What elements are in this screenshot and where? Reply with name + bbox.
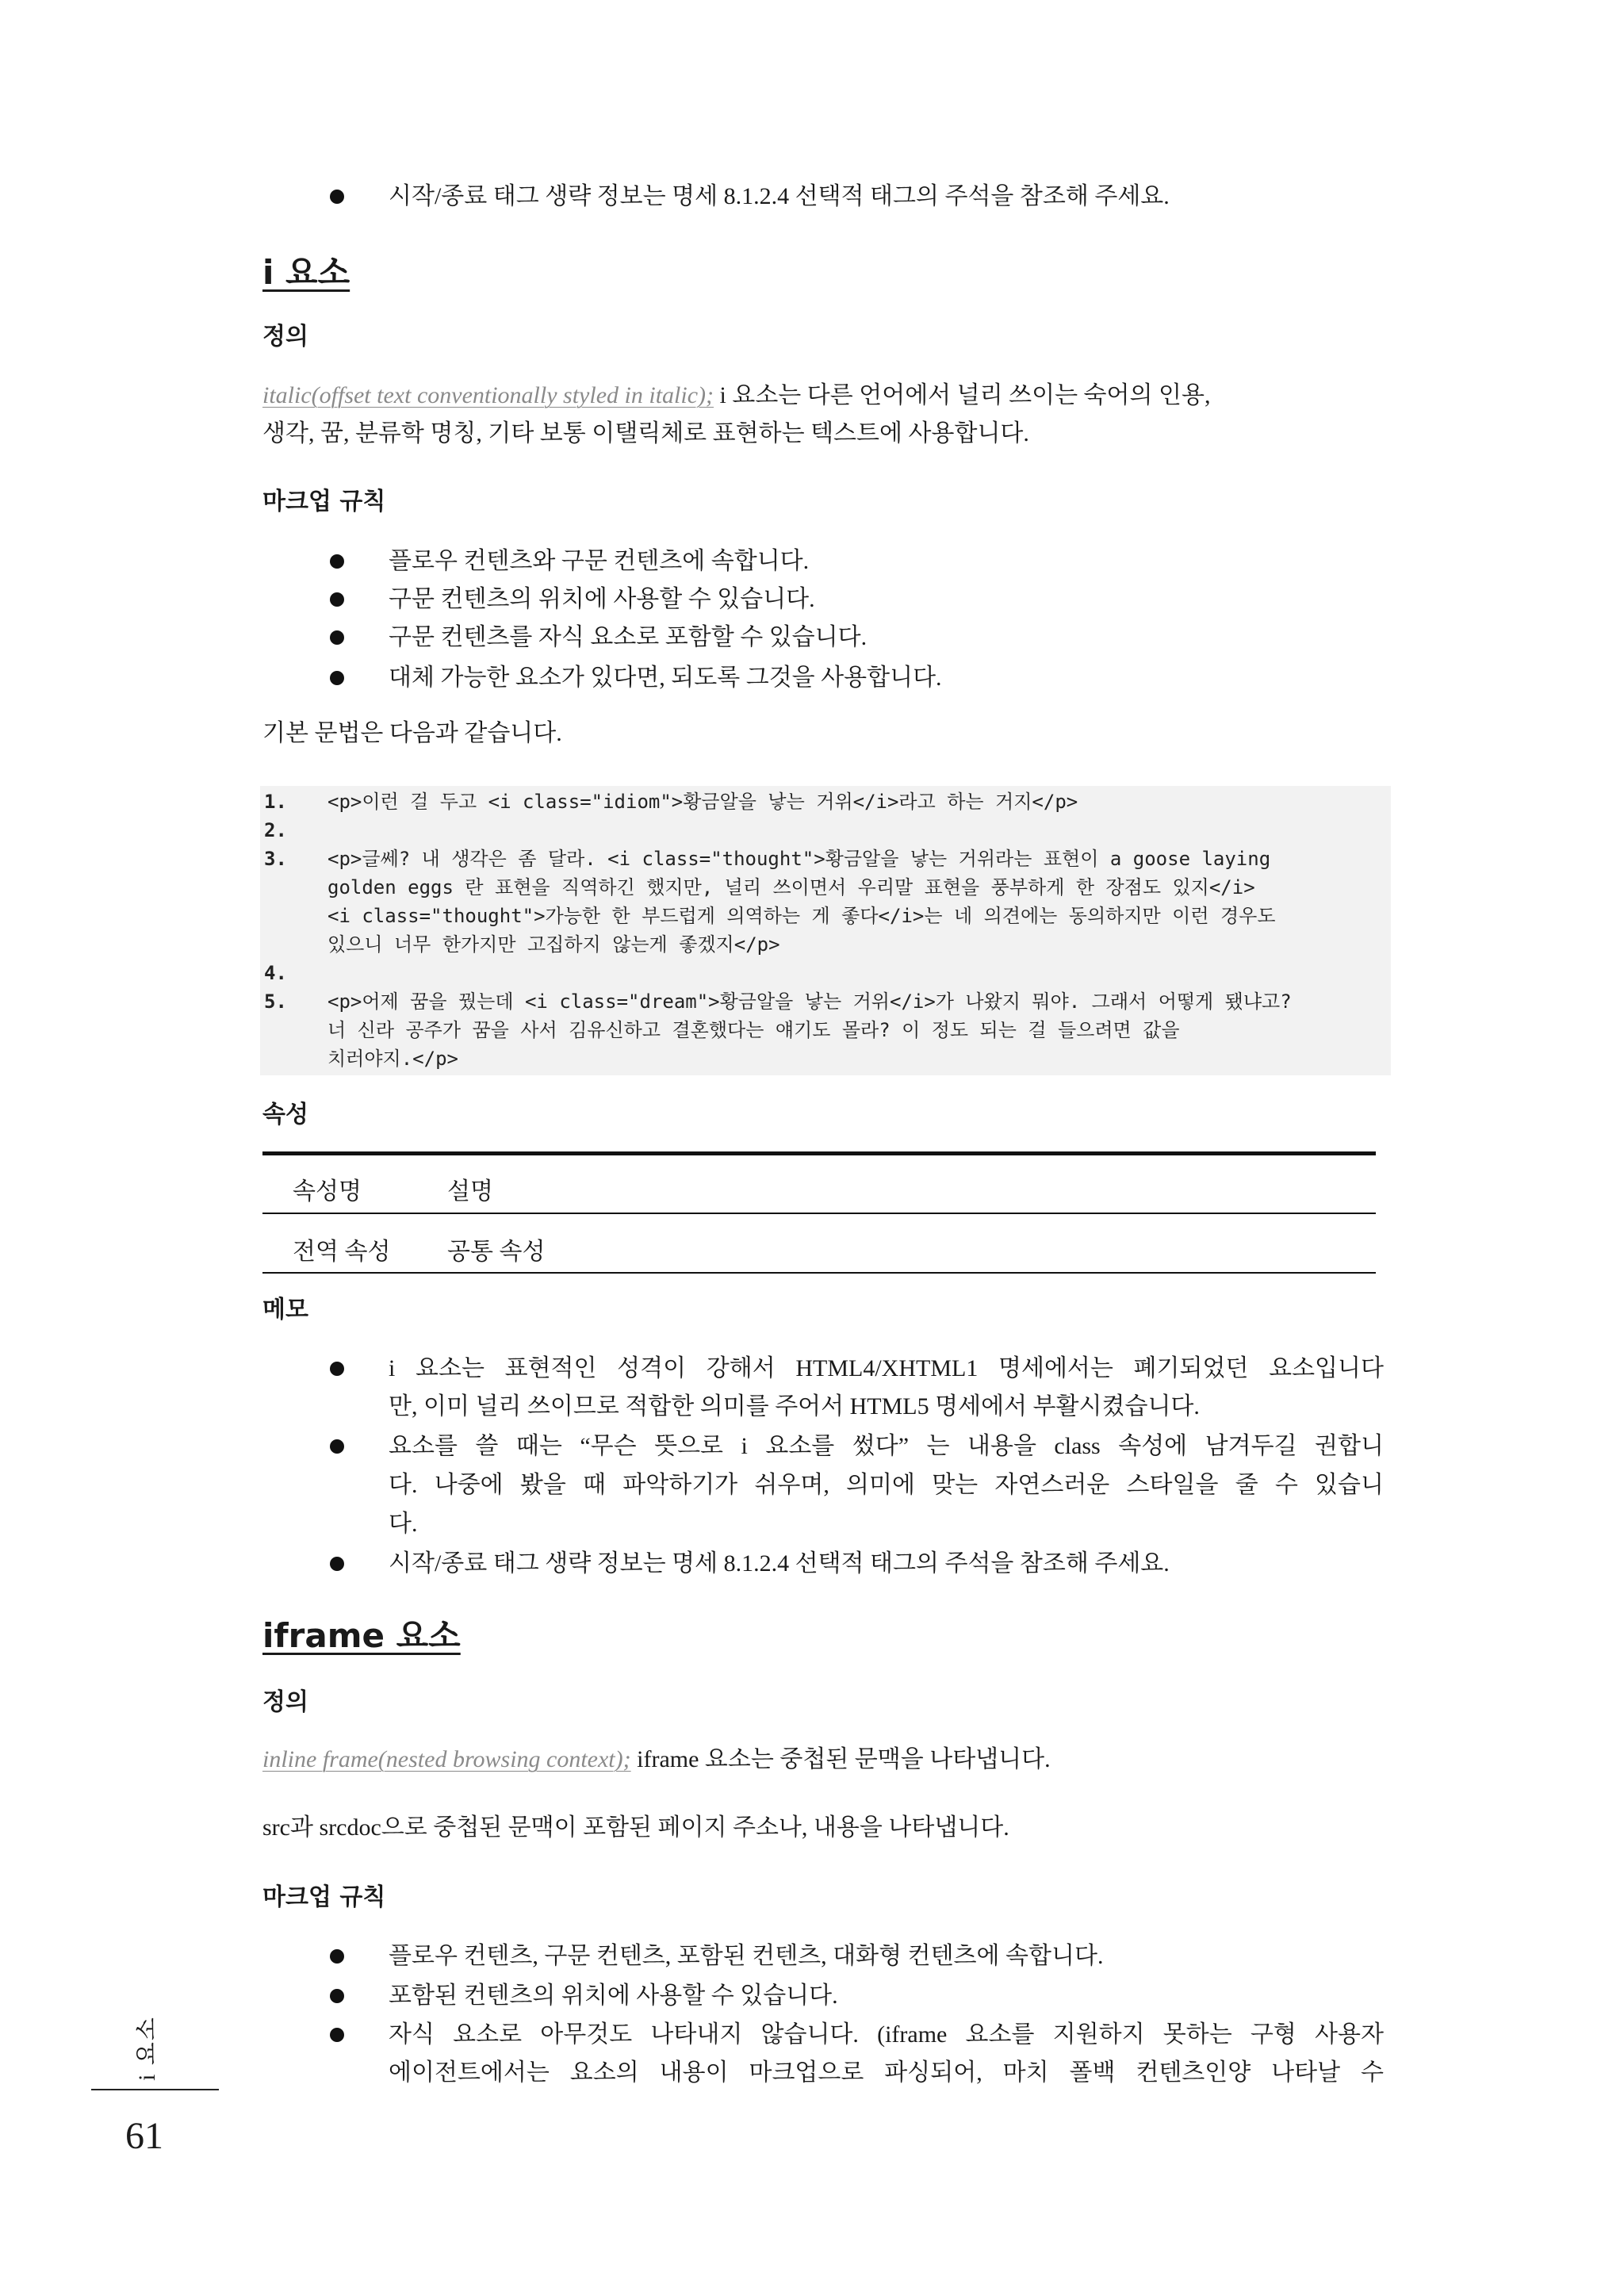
bullet-icon (330, 630, 344, 645)
list-item (330, 542, 1384, 580)
code-line-continuation (260, 1016, 1391, 1044)
text-line: 다. 나중에 봤을 때 파악하기가 쉬우며, 의미에 맞는 자연스러운 스타일을 줄 수 있습니 (389, 1472, 1384, 1498)
code-line-text: <i class="thought">가능한 한 부드럽게 의역하는 게 좋다</i>는 네 의견에는 동의하지만 이런 경우도 (327, 905, 1276, 927)
definition-text: i 요소는 다른 언어에서 널리 쓰이는 숙어의 인용, (719, 382, 1211, 408)
list-item-text (389, 178, 1384, 216)
section-heading: iframe 요소 (262, 1616, 461, 1655)
list-item (330, 1937, 1384, 1975)
attributes-table (262, 1151, 1376, 1274)
markup-rules-label: 마크업 규칙 (262, 1883, 386, 1911)
code-line-number: 4. (264, 962, 287, 984)
code-line-text: <p>어제 꿈을 꿨는데 <i class="dream">황금알을 낳는 거위</i>가 나왔지 뭐야. 그래서 어떻게 됐냐고? (327, 990, 1292, 1013)
list-item (330, 1545, 1384, 1583)
section-heading: i 요소 (262, 253, 350, 292)
list-item (330, 619, 1384, 657)
bullet-icon (330, 190, 344, 204)
list-item-text: 대체 가능한 요소가 있다면, 되도록 그것을 사용합니다. (389, 665, 942, 691)
code-line-number: 1. (264, 791, 287, 813)
bullet-icon (330, 1362, 344, 1376)
list-item (330, 178, 1384, 216)
bullet-icon (330, 671, 344, 685)
bullet-icon (330, 1989, 344, 2003)
definition-term: inline frame(nested browsing context); (262, 1746, 631, 1772)
text-line: 시작/종료 태그 생략 정보는 명세 8.1.2.4 선택적 태그의 주석을 참조해 주세요. (389, 1550, 1170, 1577)
code-line (260, 987, 1391, 1016)
table-cell: 전역 속성 (293, 1239, 391, 1265)
description-line: src과 srcdoc으로 중첩된 문맥이 포함된 페이지 주소나, 내용을 나타냅니다. (262, 1814, 1009, 1841)
list-item (330, 1977, 1384, 2015)
list-item-text: 포함된 컨텐츠의 위치에 사용할 수 있습니다. (389, 1983, 838, 2009)
table-cell: 공통 속성 (447, 1239, 546, 1265)
definition-text: iframe 요소는 중첩된 문맥을 나타냅니다. (637, 1746, 1051, 1772)
bullet-icon (330, 1949, 344, 1964)
running-section-title: i 요소 (134, 2016, 160, 2081)
bullet-icon (330, 2028, 344, 2042)
code-line-text: <p>이런 걸 두고 <i class="idiom">황금알을 낳는 거위</i>라고 하는 거지</p> (327, 791, 1078, 813)
text-line: 에이전트에서는 요소의 내용이 마크업으로 파싱되어, 마치 폴백 컨텐츠인양 나타날 수 (389, 2059, 1384, 2086)
code-line-text: 있으니 너무 한가지만 고집하지 않는게 좋겠지</p> (327, 933, 780, 956)
code-line-text: <p>글쎄? 내 생각은 좀 달라. <i class="thought">황금알을 낳는 거위라는 표현이 a goose laying (327, 848, 1271, 870)
list-item-text (389, 1545, 1384, 1583)
list-item (330, 659, 1384, 697)
code-example (260, 786, 1391, 1075)
definition-line (262, 1741, 1051, 1779)
list-item-text: 구문 컨텐츠를 자식 요소로 포함할 수 있습니다. (389, 624, 868, 650)
code-line-text: 치러야지.</p> (327, 1048, 458, 1070)
margin-divider (91, 2089, 219, 2090)
code-line-number: 5. (264, 990, 287, 1013)
code-line-number: 2. (264, 819, 287, 841)
table-row (262, 1214, 1376, 1274)
code-line-continuation (260, 902, 1391, 930)
list-item (330, 1427, 1384, 1543)
code-line-text: 너 신라 공주가 꿈을 사서 김유신하고 결혼했다는 얘기도 몰라? 이 정도 되는 걸 들으려면 값을 (327, 1019, 1180, 1041)
markup-rules-label: 마크업 규칙 (262, 488, 386, 515)
list-item-text: 플로우 컨텐츠와 구문 컨텐츠에 속합니다. (389, 548, 810, 574)
list-item-text: 플로우 컨텐츠, 구문 컨텐츠, 포함된 컨텐츠, 대화형 컨텐츠에 속합니다. (389, 1943, 1104, 1969)
list-item-text: 구문 컨텐츠의 위치에 사용할 수 있습니다. (389, 586, 815, 612)
list-item (330, 2016, 1384, 2092)
table-header-cell: 설명 (447, 1178, 493, 1205)
bullet-icon (330, 1557, 344, 1571)
code-line (260, 959, 1391, 987)
definition-label: 정의 (262, 323, 308, 351)
table-header-cell: 속성명 (293, 1178, 362, 1205)
list-item (330, 580, 1384, 619)
text-line: 다. (389, 1511, 418, 1537)
code-line-continuation (260, 1044, 1391, 1073)
code-line-continuation (260, 930, 1391, 959)
attributes-label: 속성 (262, 1101, 308, 1128)
bullet-icon (330, 1439, 344, 1454)
definition-line: 생각, 꿈, 분류학 명칭, 기타 보통 이탤릭체로 표현하는 텍스트에 사용합니다. (262, 420, 1029, 446)
definition-label: 정의 (262, 1688, 308, 1716)
list-item-text (389, 1350, 1384, 1426)
code-line (260, 816, 1391, 845)
code-line-text: golden eggs 란 표현을 직역하긴 했지만, 널리 쓰이면서 우리말 표현을 풍부하게 한 장점도 있지</i> (327, 876, 1255, 898)
bullet-icon (330, 554, 344, 569)
code-line (260, 787, 1391, 816)
text-line: 자식 요소로 아무것도 나타내지 않습니다. (iframe 요소를 지원하지 못하는 구형 사용자 (389, 2021, 1384, 2048)
bullet-icon (330, 592, 344, 607)
code-line (260, 845, 1391, 873)
text-line: 요소를 쓸 때는 “무슨 뜻으로 i 요소를 썼다” 는 내용을 class 속성에 남겨두길 권합니 (389, 1433, 1384, 1459)
list-item-text (389, 1427, 1384, 1543)
syntax-intro: 기본 문법은 다음과 같습니다. (262, 720, 562, 746)
page-number: 61 (125, 2115, 163, 2157)
text-line: 만, 이미 널리 쓰이므로 적합한 의미를 주어서 HTML5 명세에서 부활시켰습니다. (389, 1393, 1200, 1420)
text-line: 시작/종료 태그 생략 정보는 명세 8.1.2.4 선택적 태그의 주석을 참조해 주세요. (389, 183, 1170, 209)
code-line-continuation (260, 873, 1391, 902)
code-line-number: 3. (264, 848, 287, 870)
definition-line (262, 377, 1210, 415)
list-item-text (389, 2016, 1384, 2092)
table-header-row (262, 1155, 1376, 1214)
text-line: i 요소는 표현적인 성격이 강해서 HTML4/XHTML1 명세에서는 폐기되었던 요소입니다 (389, 1355, 1384, 1381)
definition-term: italic(offset text conventionally styled in italic); (262, 382, 714, 408)
memo-label: 메모 (262, 1296, 308, 1324)
list-item (330, 1350, 1384, 1426)
